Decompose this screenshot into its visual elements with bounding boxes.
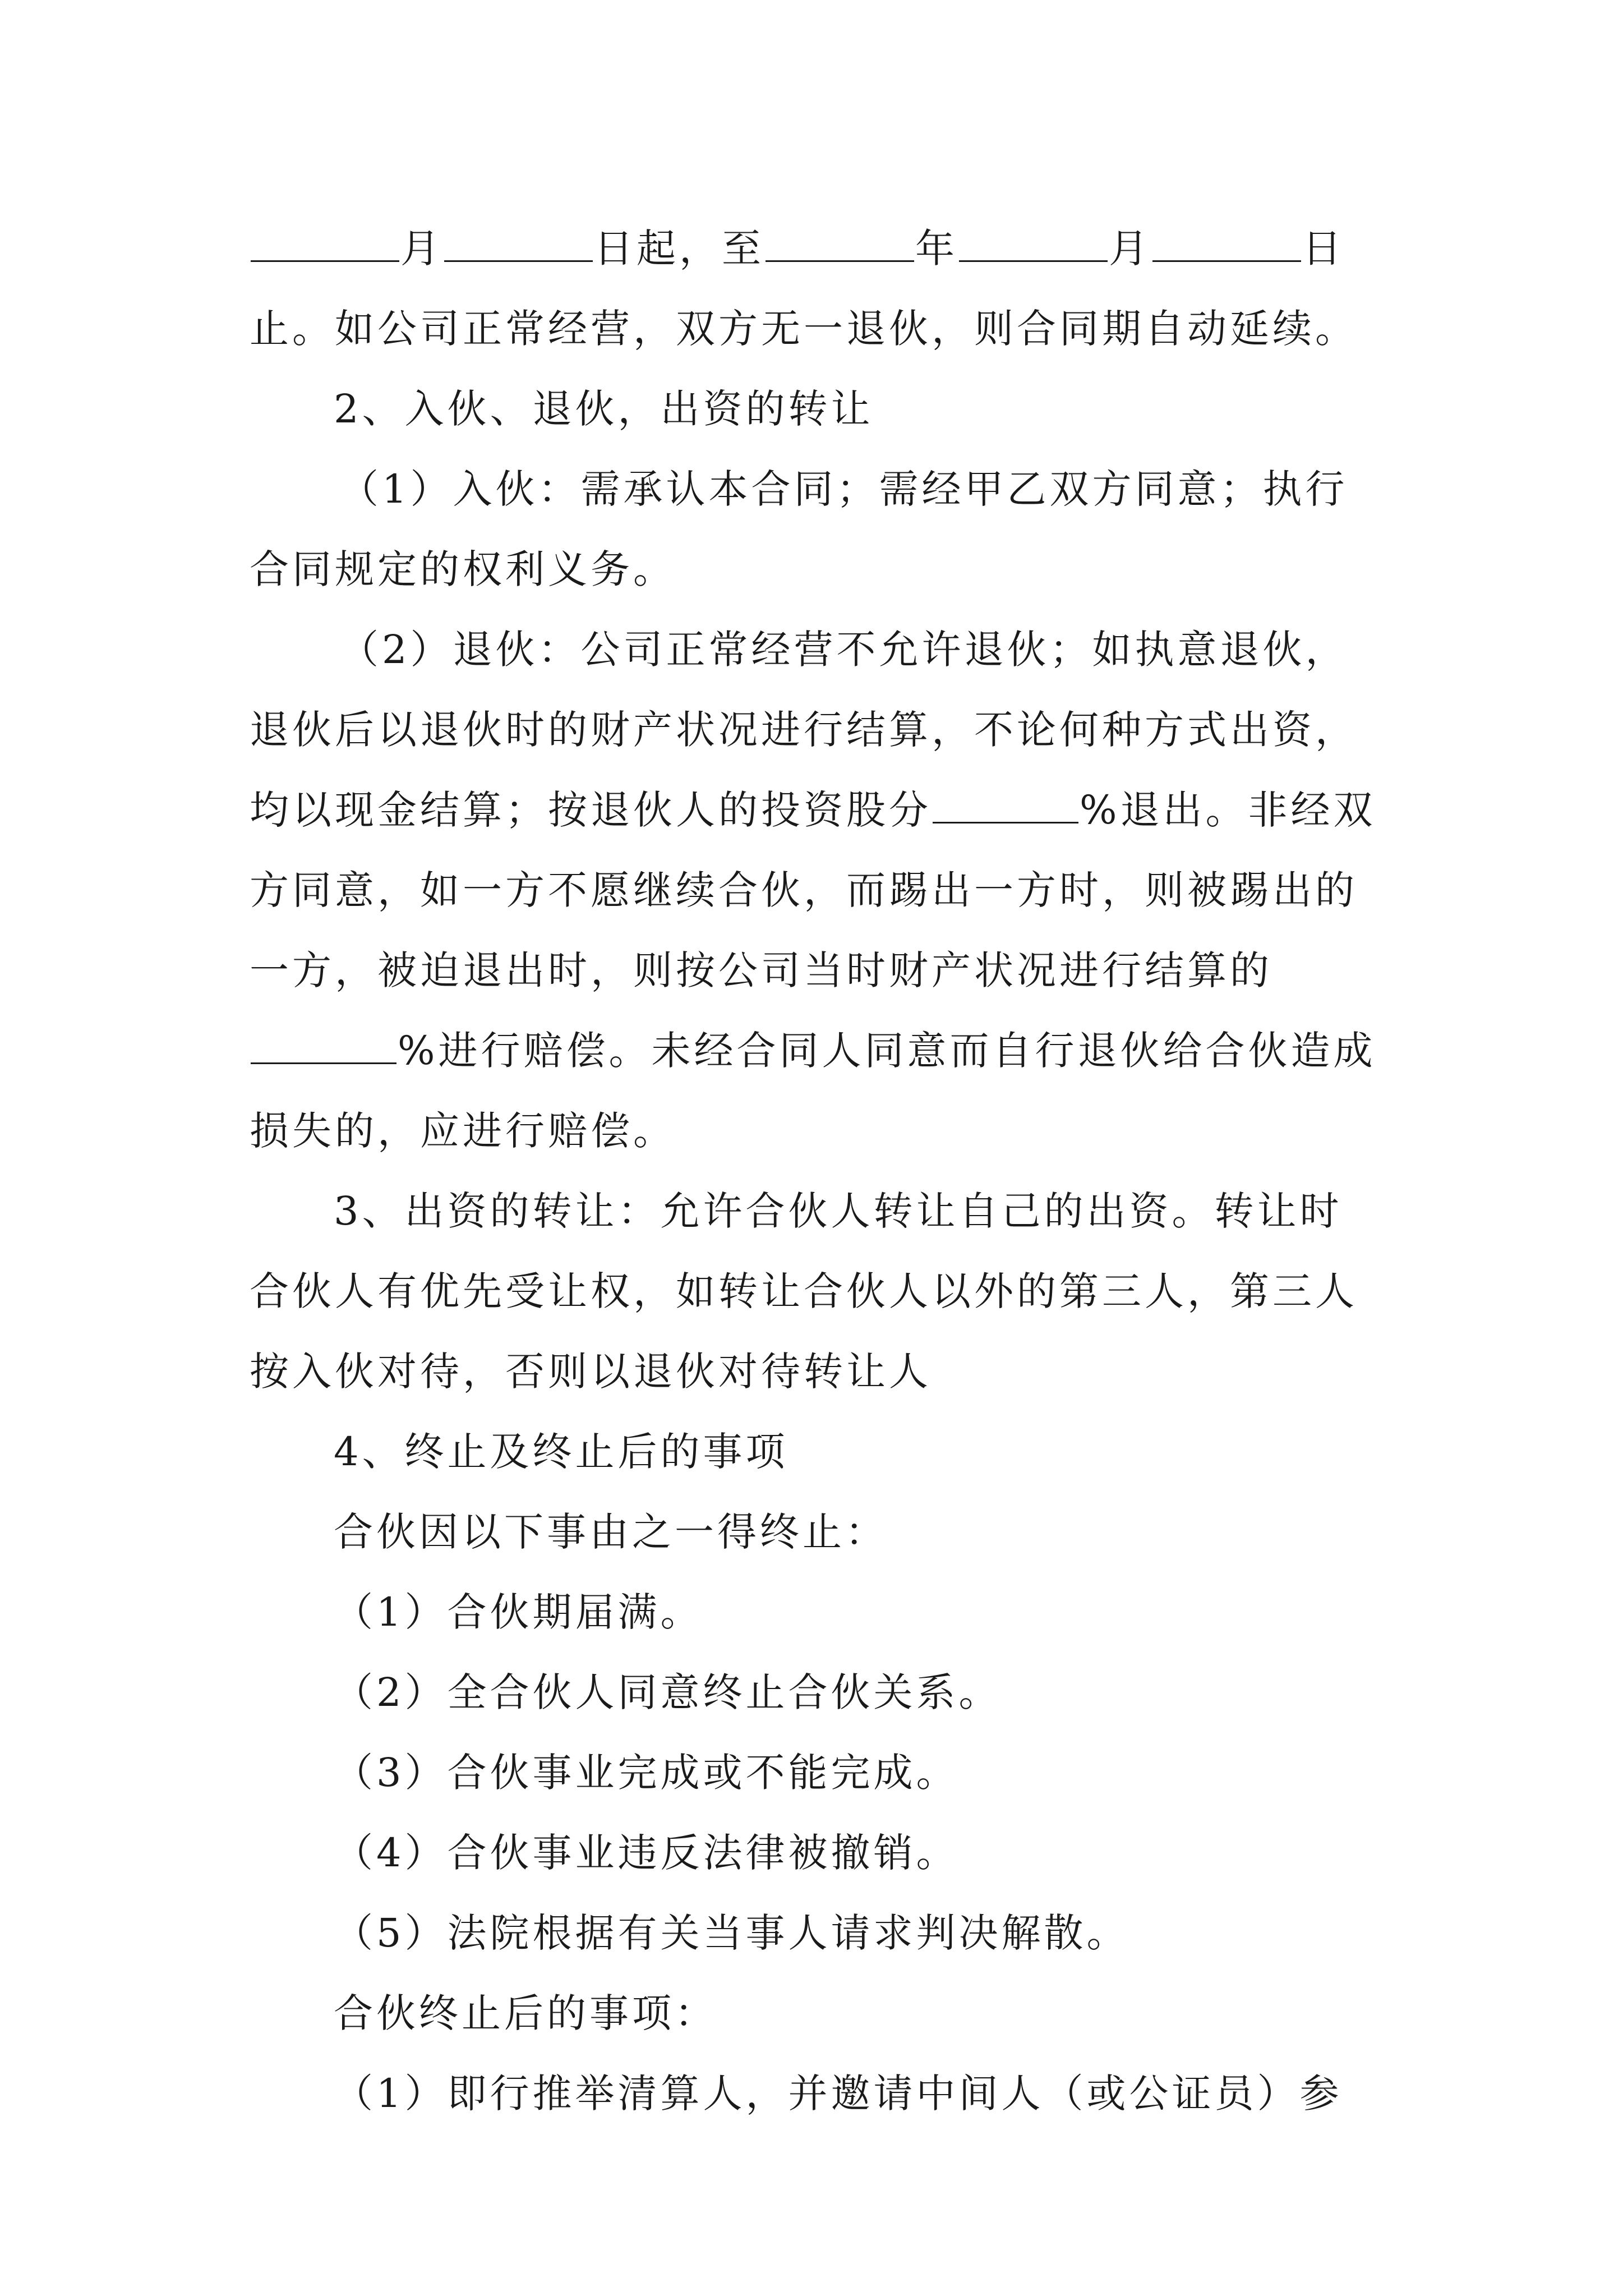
compensation-percent-blank[interactable] <box>251 1018 396 1064</box>
compensation-percent-line: %进行赔偿。未经合同人同意而自行退伙给合伙造成 <box>250 1011 1388 1091</box>
end-month-blank[interactable] <box>959 215 1108 262</box>
paragraph-line: （2）退伙：公司正常经营不允许退伙；如执意退伙， <box>339 627 1348 673</box>
paragraph-line: 合伙人有优先受让权，如转让合伙人以外的第三人，第三人 <box>250 1268 1358 1314</box>
paragraph-line: 一方，被迫退出时，则按公司当时财产状况进行结算的 <box>250 947 1272 993</box>
paragraph-line: 退伙后以退伙时的财产状况进行结算，不论何种方式出资， <box>250 707 1358 753</box>
list-item: （1）即行推举清算人，并邀请中间人（或公证员）参 <box>334 2070 1343 2116</box>
paragraph-line: （1）入伙：需承认本合同；需经甲乙双方同意；执行 <box>339 466 1348 512</box>
paragraph-line: 止。如公司正常经营，双方无一退伙，则合同期自动延续。 <box>250 306 1358 352</box>
list-item: （3）合伙事业完成或不能完成。 <box>334 1750 959 1796</box>
contract-body <box>250 209 1388 2134</box>
section-heading: 3、出资的转让：允许合伙人转让自己的出资。转让时 <box>334 1188 1343 1234</box>
share-percent-line: 均以现金结算；按退伙人的投资股分 %退出。非经双 <box>250 770 1388 850</box>
paragraph-line: 按入伙对待，否则以退伙对待转让人 <box>250 1349 932 1395</box>
paragraph-line: 损失的，应进行赔偿。 <box>250 1108 676 1154</box>
term-dates-line: 月 日起，至 年 月 日 <box>250 209 1388 289</box>
list-item: （2）全合伙人同意终止合伙关系。 <box>334 1669 1002 1715</box>
end-year-blank[interactable] <box>766 215 914 262</box>
paragraph-line: 方同意，如一方不愿继续合伙，而踢出一方时，则被踢出的 <box>250 867 1358 913</box>
month-blank[interactable] <box>251 215 399 262</box>
list-item: （5）法院根据有关当事人请求判决解散。 <box>334 1910 1129 1956</box>
section-heading: 4、终止及终止后的事项 <box>334 1429 789 1475</box>
day-blank[interactable] <box>444 215 593 262</box>
end-day-blank[interactable] <box>1152 215 1301 262</box>
paragraph-line: 合同规定的权利义务。 <box>250 546 676 592</box>
section-heading: 2、入伙、退伙，出资的转让 <box>334 386 874 432</box>
paragraph-line: 合伙因以下事由之一得终止： <box>334 1509 888 1555</box>
paragraph-line: 合伙终止后的事项： <box>334 1990 717 2036</box>
share-percent-blank[interactable] <box>933 777 1078 823</box>
list-item: （1）合伙期届满。 <box>334 1589 703 1635</box>
list-item: （4）合伙事业违反法律被撤销。 <box>334 1830 959 1876</box>
